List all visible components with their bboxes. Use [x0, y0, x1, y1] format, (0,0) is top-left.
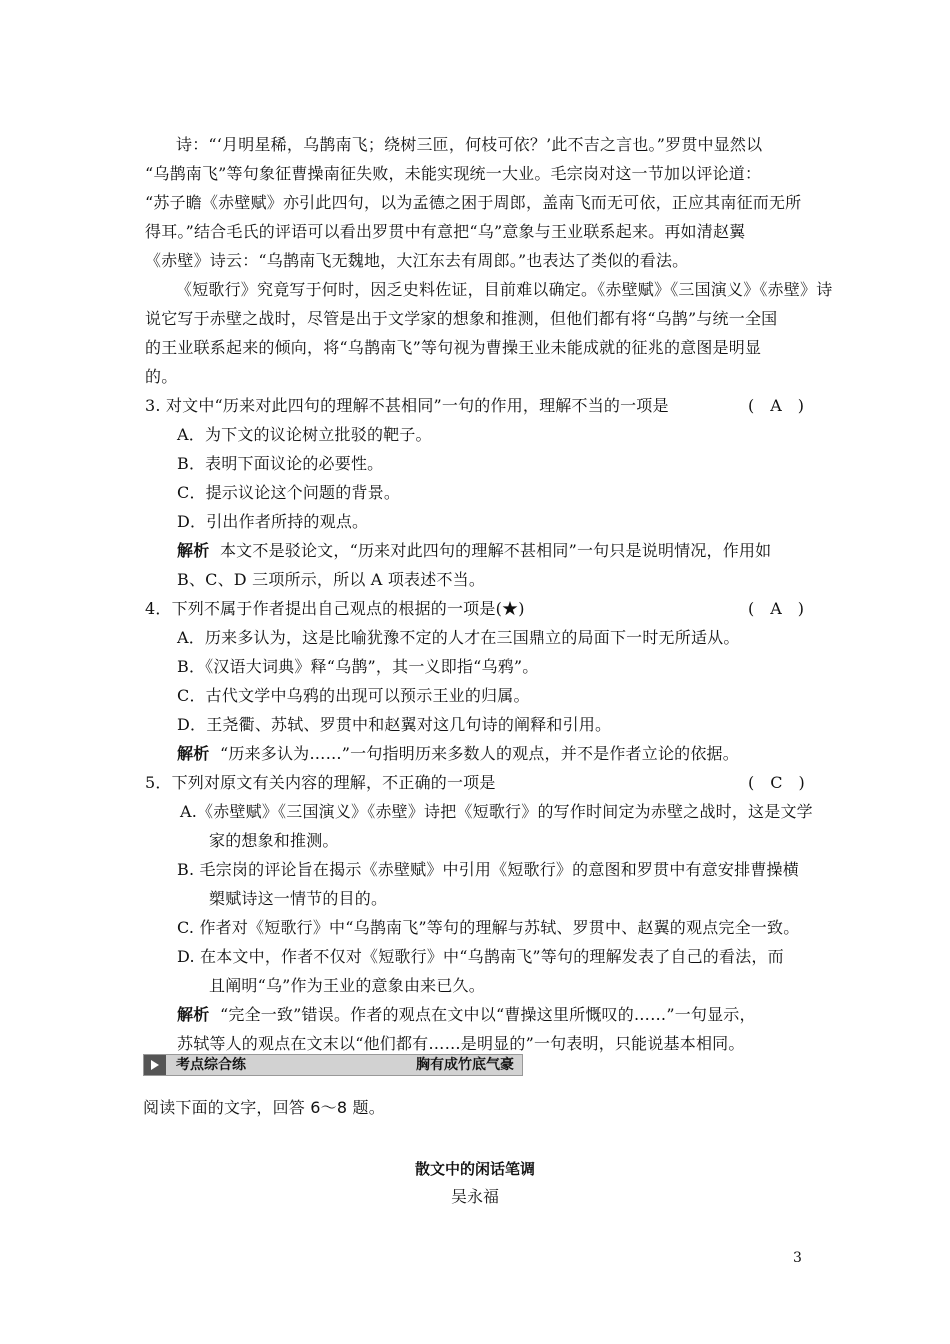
question-3-analysis-cont: B、C、D 三项所示，所以 A 项表述不当。 [177, 570, 486, 589]
question-5-option-cont: 家的想象和推测。 [209, 831, 339, 850]
passage-line: 《赤壁》诗云：“乌鹊南飞无魏地，大江东去有周郎。”也表达了类似的看法。 [145, 251, 689, 270]
question-5-option: D. 在本文中，作者不仅对《短歌行》中“乌鹊南飞”等句的理解发表了自己的看法，而 [177, 947, 784, 966]
passage-line: 《短歌行》究竟写于何时，因乏史料佐证，目前难以确定。《赤壁赋》《三国演义》《赤壁》诗 [176, 280, 833, 299]
essay-title: 散文中的闲话笔调 [414, 1160, 535, 1178]
analysis-label: 解析 [177, 541, 210, 560]
question-5-option: C. 作者对《短歌行》中“乌鹊南飞”等句的理解与苏轼、罗贯中、赵翼的观点完全一致。 [177, 918, 800, 937]
question-5-analysis-cont: 苏轼等人的观点在文末以“他们都有……是明显的”一句表明，只能说基本相同。 [177, 1034, 745, 1053]
question-5-stem: 5．下列对原文有关内容的理解，不正确的一项是 [145, 773, 496, 792]
question-5-answer: ( C ) [748, 773, 805, 792]
banner-slogan: 胸有成竹底气豪 [416, 1057, 514, 1073]
page-number: 3 [793, 1250, 802, 1266]
question-3-option: A．为下文的议论树立批驳的靶子。 [177, 425, 432, 444]
analysis-text: 本文不是驳论文，“历来对此四句的理解不甚相同”一句只是说明情况，作用如 [219, 541, 772, 560]
play-triangle-icon [144, 1055, 166, 1075]
reading-instruction: 阅读下面的文字，回答 6～8 题。 [143, 1098, 385, 1117]
question-5-option: B. 毛宗岗的评论旨在揭示《赤壁赋》中引用《短歌行》的意图和罗贯中有意安排曹操横 [177, 860, 799, 879]
question-4-stem: 4．下列不属于作者提出自己观点的根据的一项是(★) [145, 599, 525, 618]
passage-line: 的。 [145, 367, 178, 386]
question-4-option: B．《汉语大词典》释“乌鹊”，其一义即指“乌鸦”。 [177, 657, 539, 676]
question-3-option: C．提示议论这个问题的背景。 [177, 483, 401, 502]
question-3-answer: ( A ) [748, 396, 805, 415]
question-4-option: C．古代文学中乌鸦的出现可以预示王业的归属。 [177, 686, 530, 705]
analysis-label: 解析 [177, 744, 210, 763]
question-5-option-cont: 槊赋诗这一情节的目的。 [209, 889, 388, 908]
question-5-option: A.《赤壁赋》《三国演义》《赤壁》诗把《短歌行》的写作时间定为赤壁之战时，这是文学 [180, 802, 813, 821]
question-4-answer: ( A ) [748, 599, 805, 618]
banner-title: 考点综合练 [176, 1057, 246, 1073]
passage-line: 的王业联系起来的倾向，将“乌鹊南飞”等句视为曹操王业未能成就的征兆的意图是明显 [145, 338, 762, 357]
question-3-option: D．引出作者所持的观点。 [177, 512, 369, 531]
passage-line: 诗：“‘月明星稀，乌鹊南飞；绕树三匝，何枝可依？’此不吉之言也。”罗贯中显然以 [176, 135, 763, 154]
passage-line: 说它写于赤壁之战时，尽管是出于文学家的想象和推测，但他们都有将“乌鹊”与统一全国 [145, 309, 778, 328]
passage-line: 得耳。”结合毛氏的评语可以看出罗贯中有意把“乌”意象与王业联系起来。再如清赵翼 [145, 222, 746, 241]
question-5-option-cont: 且阐明“乌”作为王业的意象由来已久。 [209, 976, 485, 995]
section-banner [143, 1054, 523, 1076]
question-4-option: A．历来多认为，这是比喻犹豫不定的人才在三国鼎立的局面下一时无所适从。 [177, 628, 740, 647]
analysis-text: “完全一致”错误。作者的观点在文中以“曹操这里所慨叹的……”一句显示， [219, 1005, 756, 1024]
analysis-label: 解析 [177, 1005, 210, 1024]
analysis-text: “历来多认为……”一句指明历来多数人的观点，并不是作者立论的依据。 [219, 744, 739, 763]
question-3-option: B．表明下面议论的必要性。 [177, 454, 384, 473]
question-4-analysis [177, 744, 739, 764]
question-3-analysis [177, 541, 771, 561]
question-3-stem: 3. 对文中“历来对此四句的理解不甚相同”一句的作用，理解不当的一项是 [145, 396, 669, 415]
question-4-option: D．王尧衢、苏轼、罗贯中和赵翼对这几句诗的阐释和引用。 [177, 715, 612, 734]
question-5-analysis [177, 1005, 756, 1025]
passage-line: “苏子瞻《赤壁赋》亦引此四句，以为孟德之困于周郎，盖南飞而无可依，正应其南征而无所 [145, 193, 802, 212]
passage-line: “乌鹊南飞”等句象征曹操南征失败，未能实现统一大业。毛宗岗对这一节加以评论道： [145, 164, 762, 183]
essay-author: 吴永福 [450, 1187, 499, 1206]
